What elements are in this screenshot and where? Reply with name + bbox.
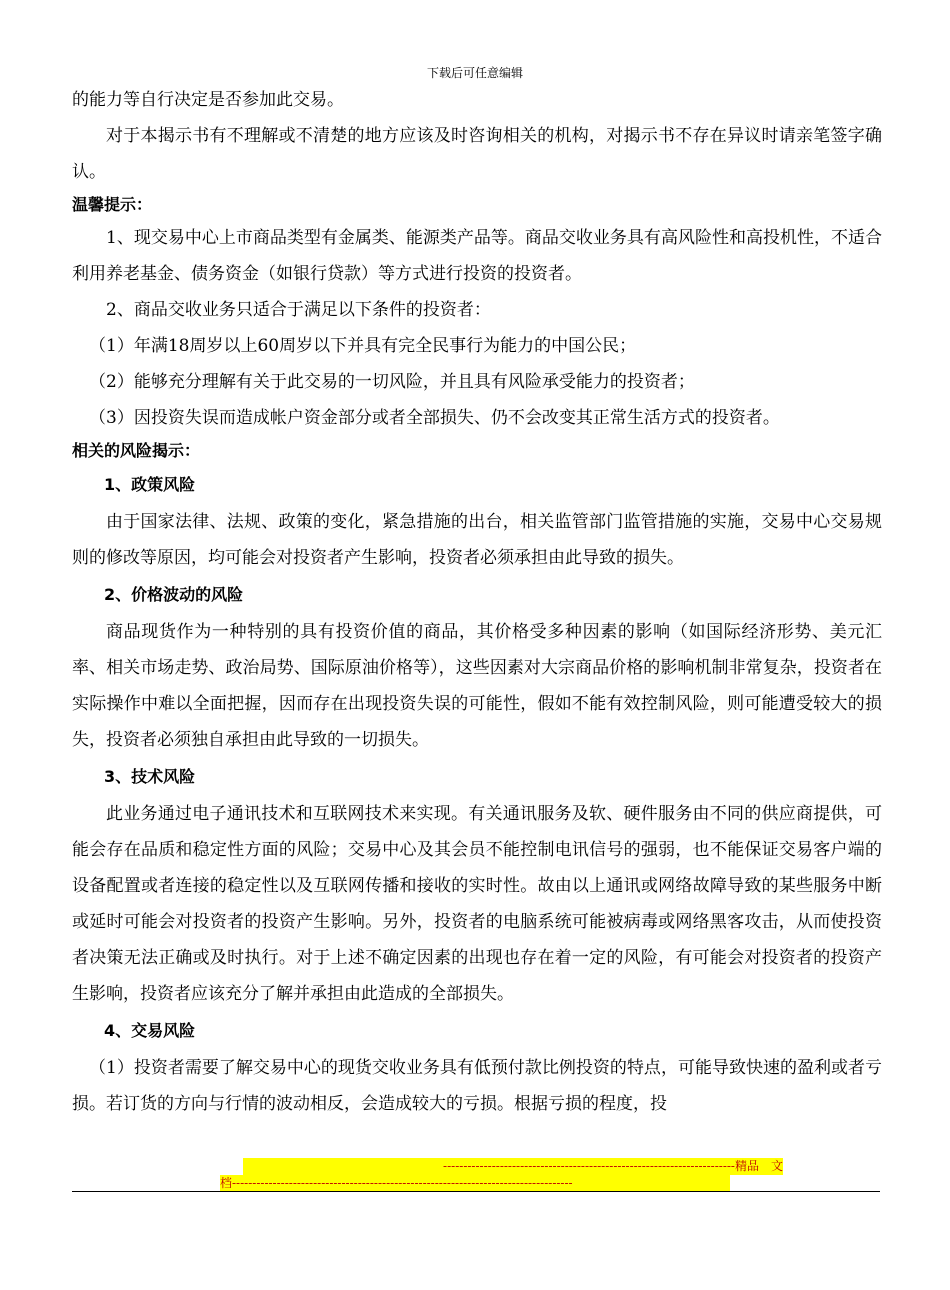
paragraph-price-risk: 商品现货作为一种特别的具有投资价值的商品，其价格受多种因素的影响（如国际经济形势、美元汇率、相关市场走势、政治局势、国际原油价格等），这些因素对大宗商品价格的影响机制非常复杂，投资者在实际操作中难以全面把握，因而存在出现投资失误的可能性，假如不能有效控制风险，则可能遭受较大的损失，投资者必须独自承担由此导致的一切损失。 bbox=[72, 622, 882, 750]
footer-highlight-line-1: ------------------------------------------------------------------------精品 文 bbox=[243, 1158, 783, 1175]
paragraph-policy-risk: 由于国家法律、法规、政策的变化，紧急措施的出台，相关监管部门监管措施的实施，交易中心交易规则的修改等原因，均可能会对投资者产生影响，投资者必须承担由此导致的损失。 bbox=[72, 512, 882, 568]
paragraph-tip-2: 2、商品交收业务只适合于满足以下条件的投资者： bbox=[106, 300, 491, 320]
heading-risks: 相关的风险揭示： bbox=[72, 441, 201, 460]
paragraph-trade-risk-1: （1）投资者需要了解交易中心的现货交收业务具有低预付款比例投资的特点，可能导致快速的盈利或者亏损。若订货的方向与行情的波动相反，会造成较大的亏损。根据亏损的程度，投 bbox=[72, 1058, 882, 1114]
subheading-trade-risk: 4、交易风险 bbox=[104, 1021, 196, 1040]
paragraph-condition-2: （2）能够充分理解有关于此交易的一切风险，并且具有风险承受能力的投资者； bbox=[89, 372, 695, 392]
paragraph-tech-risk: 此业务通过电子通讯技术和互联网技术来实现。有关通讯服务及软、硬件服务由不同的供应商提供，可能会存在品质和稳定性方面的风险；交易中心及其会员不能控制电讯信号的强弱，也不能保证交易客户端的设备配置或者连接的稳定性以及互联网传播和接收的实时性。故由以上通讯或网络故障导致的某些服务中断或延时可能会对投资者的投资产生影响。另外，投资者的电脑系统可能被病毒或网络黑客攻击，从而使投资者决策无法正确或及时执行。对于上述不确定因素的出现也存在着一定的风险，有可能会对投资者的投资产生影响，投资者应该充分了解并承担由此造成的全部损失。 bbox=[72, 804, 882, 1004]
paragraph-condition-1: （1）年满18周岁以上60周岁以下并具有完全民事行为能力的中国公民； bbox=[89, 336, 637, 356]
footer-rule bbox=[72, 1191, 880, 1192]
paragraph-continuation: 的能力等自行决定是否参加此交易。 bbox=[72, 90, 344, 110]
paragraph-confirm: 对于本揭示书有不理解或不清楚的地方应该及时咨询相关的机构，对揭示书不存在异议时请亲笔签字确认。 bbox=[72, 126, 882, 182]
footer-highlight-line-2: 档------------------------------------------------------------------------------------ bbox=[220, 1175, 730, 1192]
heading-tips: 温馨提示： bbox=[72, 195, 153, 214]
document-body bbox=[72, 82, 882, 1122]
header-note: 下载后可任意编辑 bbox=[426, 66, 523, 80]
paragraph-condition-3: （3）因投资失误而造成帐户资金部分或者全部损失、仍不会改变其正常生活方式的投资者。 bbox=[89, 408, 780, 428]
subheading-tech-risk: 3、技术风险 bbox=[104, 767, 196, 786]
subheading-price-risk: 2、价格波动的风险 bbox=[104, 585, 244, 604]
paragraph-tip-1: 1、现交易中心上市商品类型有金属类、能源类产品等。商品交收业务具有高风险性和高投机性，不适合利用养老基金、债务资金（如银行贷款）等方式进行投资的投资者。 bbox=[72, 228, 882, 284]
subheading-policy-risk: 1、政策风险 bbox=[104, 475, 196, 494]
